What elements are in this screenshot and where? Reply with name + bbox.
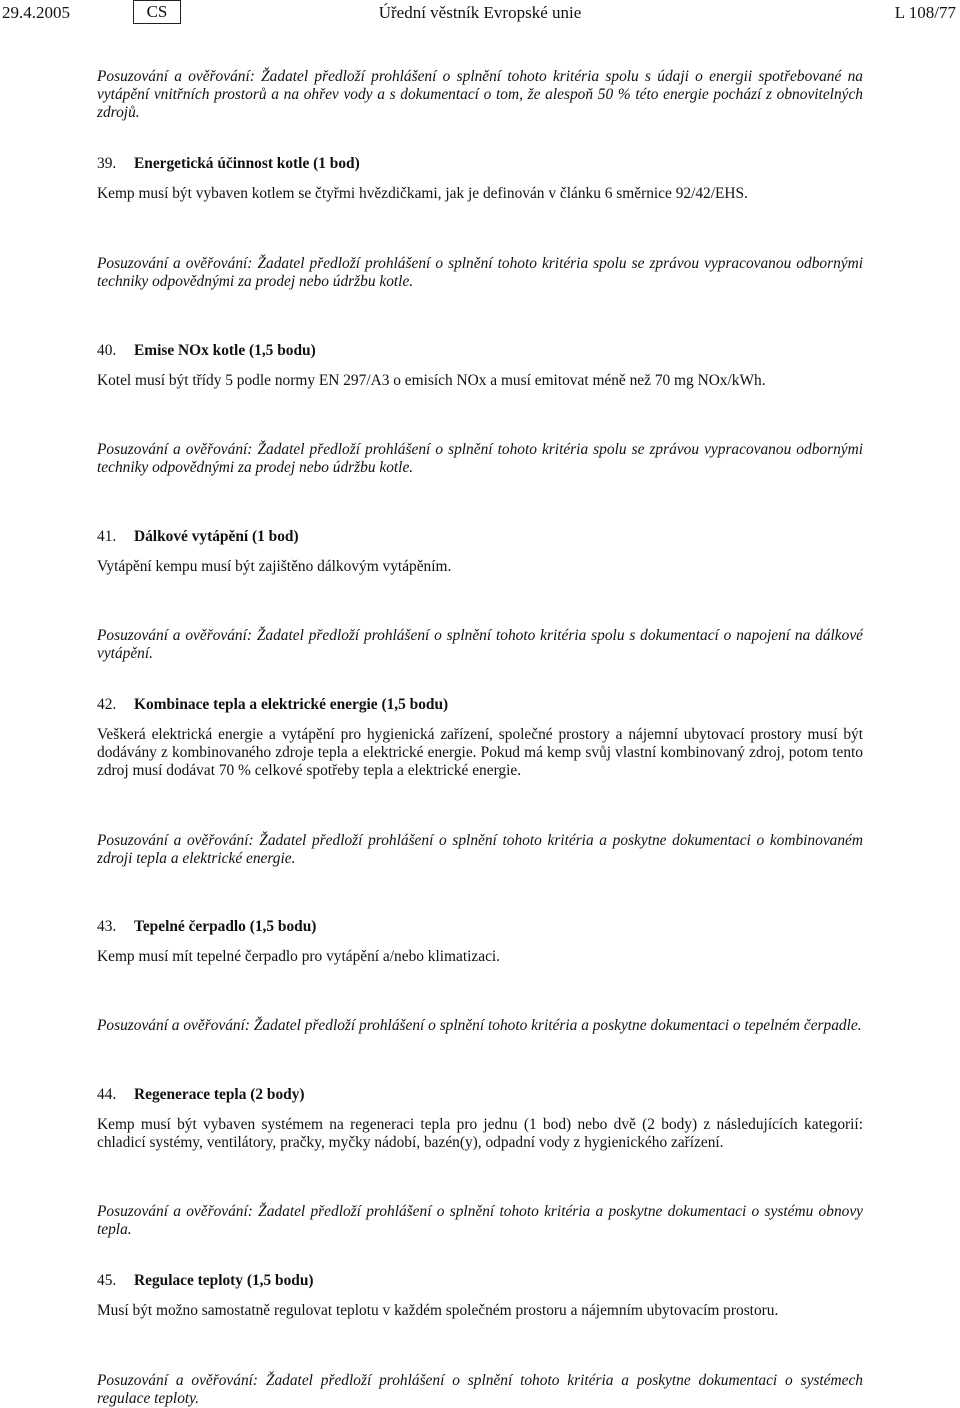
section-body: Veškerá elektrická energie a vytápění pro hygienická zařízení, společné prostory a nájemní ubytovací prostory musí být dodávány z kombinovaného zdroje tepla a elektrické energie. Pokud má kemp svůj vlastní kombinovaný zdroj, potom tento zdroj musí dodávat 70 % celkové spotřeby tepla a elektrické energie. <box>97 726 863 779</box>
section-body: Kemp musí být vybaven kotlem se čtyřmi hvězdičkami, jak je definován v článku 6 směrnice 92/42/EHS. <box>97 185 748 202</box>
section-number: 42. <box>97 696 117 713</box>
section-heading <box>97 1086 863 1104</box>
section-heading <box>97 918 863 936</box>
assessment-paragraph: Posuzování a ověřování: Žadatel předloží prohlášení o splnění tohoto kritéria a poskytne dokumentaci o kombinovaném zdroji tepla a elektrické energie. <box>97 832 863 867</box>
section-body: Vytápění kempu musí být zajištěno dálkovým vytápěním. <box>97 558 452 575</box>
section-title: Emise NOx kotle (1,5 bodu) <box>134 342 316 359</box>
section-number: 43. <box>97 918 117 935</box>
section-heading <box>97 696 863 714</box>
page-reference: L 108/77 <box>894 3 956 22</box>
assessment-paragraph: Posuzování a ověřování: Žadatel předloží prohlášení o splnění tohoto kritéria spolu s dokumentací o napojení na dálkové vytápění. <box>97 627 863 662</box>
assessment-paragraph: Posuzování a ověřování: Žadatel předloží prohlášení o splnění tohoto kritéria a poskytne dokumentaci o systémech regulace teploty. <box>97 1372 863 1407</box>
publication-date: 29.4.2005 <box>2 3 70 22</box>
assessment-paragraph: Posuzování a ověřování: Žadatel předloží prohlášení o splnění tohoto kritéria spolu se zprávou vypracovanou odbornými techniky odpovědnými za prodej nebo údržbu kotle. <box>97 255 863 290</box>
assessment-paragraph: Posuzování a ověřování: Žadatel předloží prohlášení o splnění tohoto kritéria spolu s údaji o energii spotřebované na vytápění vnitřních prostorů a na ohřev vody a s dokumentací o tom, že alespoň 50 % této energie pochází z obnovitelných zdrojů. <box>97 68 863 121</box>
section-heading <box>97 155 863 173</box>
assessment-paragraph: Posuzování a ověřování: Žadatel předloží prohlášení o splnění tohoto kritéria spolu se zprávou vypracovanou odbornými techniky odpovědnými za prodej nebo údržbu kotle. <box>97 441 863 476</box>
assessment-paragraph: Posuzování a ověřování: Žadatel předloží prohlášení o splnění tohoto kritéria a poskytne dokumentaci o systému obnovy tepla. <box>97 1203 863 1238</box>
section-heading <box>97 1272 863 1290</box>
section-heading <box>97 342 863 360</box>
section-title: Tepelné čerpadlo (1,5 bodu) <box>134 918 317 935</box>
section-body: Musí být možno samostatně regulovat teplotu v každém společném prostoru a nájemním ubytovacím prostoru. <box>97 1302 779 1319</box>
section-number: 39. <box>97 155 117 172</box>
section-title: Regenerace tepla (2 body) <box>134 1086 305 1103</box>
journal-title: Úřední věstník Evropské unie <box>378 3 582 22</box>
assessment-paragraph: Posuzování a ověřování: Žadatel předloží prohlášení o splnění tohoto kritéria a poskytne dokumentaci o tepelném čerpadle. <box>97 1017 862 1034</box>
section-number: 41. <box>97 528 117 545</box>
section-title: Energetická účinnost kotle (1 bod) <box>134 155 360 172</box>
section-title: Kombinace tepla a elektrické energie (1,5 bodu) <box>134 696 449 713</box>
section-title: Dálkové vytápění (1 bod) <box>134 528 299 545</box>
page-header <box>0 0 960 30</box>
language-code-box: CS <box>133 0 181 24</box>
section-body: Kotel musí být třídy 5 podle normy EN 297/A3 o emisích NOx a musí emitovat méně než 70 mg NOx/kWh. <box>97 372 766 389</box>
section-number: 45. <box>97 1272 117 1289</box>
section-body: Kemp musí mít tepelné čerpadlo pro vytápění a/nebo klimatizaci. <box>97 948 501 965</box>
section-heading <box>97 528 863 546</box>
section-number: 44. <box>97 1086 117 1103</box>
section-number: 40. <box>97 342 117 359</box>
section-title: Regulace teploty (1,5 bodu) <box>134 1272 314 1289</box>
section-body: Kemp musí být vybaven systémem na regeneraci tepla pro jednu (1 bod) nebo dvě (2 body) z následujících kategorií: chladicí systémy, ventilátory, pračky, myčky nádobí, bazén(y), odpadní vody z hygienického zařízení. <box>97 1116 863 1151</box>
